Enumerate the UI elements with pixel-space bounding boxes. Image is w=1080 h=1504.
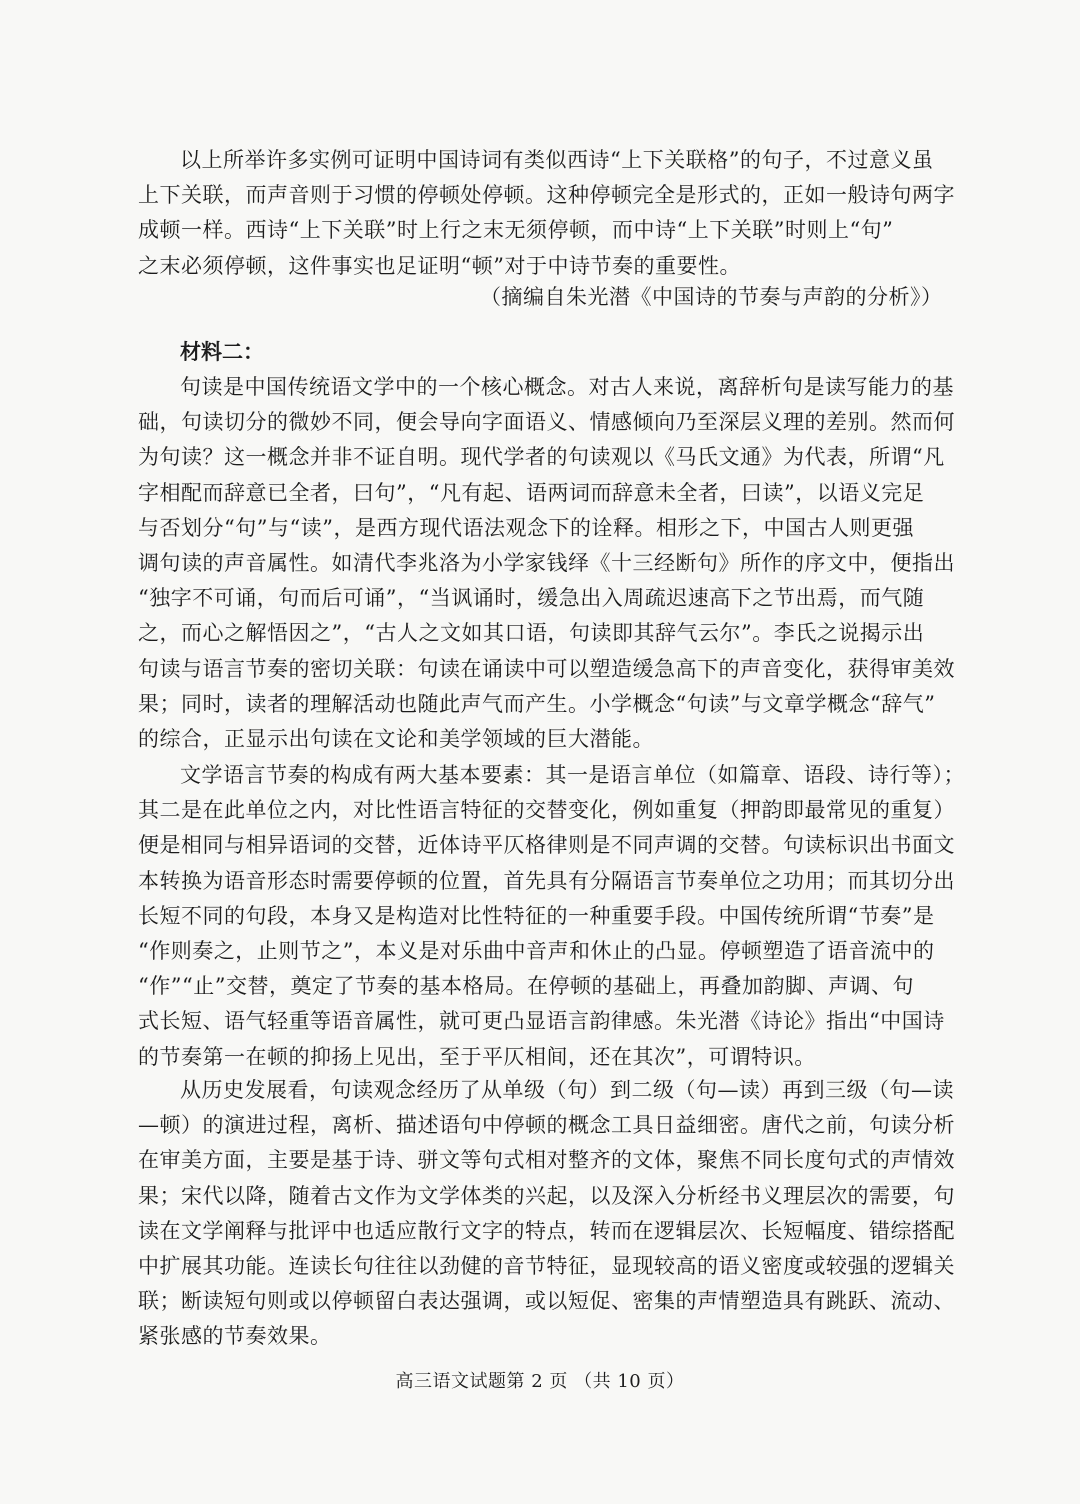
material-heading: 材料二：	[180, 339, 264, 364]
paragraph-3-line: 便是相同与相异语词的交替，近体诗平仄格律则是不同声调的交替。句读标识出书面文	[138, 833, 955, 858]
paragraph-3-line: 其二是在此单位之内，对比性语言特征的交替变化，例如重复（押韵即最常见的重复）	[138, 798, 955, 823]
paragraph-2-line: “独字不可诵，句而后可诵”，“当讽诵时，缓急出入周疏迟速高下之节出焉，而气随	[138, 586, 925, 611]
paragraph-1-line: 成顿一样。西诗“上下关联”时上行之末无须停顿，而中诗“上下关联”时则上“句”	[138, 218, 894, 243]
paragraph-4-line: 紧张感的节奏效果。	[138, 1324, 332, 1349]
paragraph-2-line: 调句读的声音属性。如清代李兆洛为小学家钱绎《十三经断句》所作的序文中，便指出	[138, 550, 955, 575]
paragraph-1-line: 之末必须停顿，这件事实也足证明“顿”对于中诗节奏的重要性。	[138, 253, 741, 278]
paragraph-2	[138, 370, 955, 757]
source-citation: （摘编自朱光潜《中国诗的节奏与声韵的分析》）	[480, 285, 943, 309]
paragraph-1	[138, 143, 955, 284]
page-footer: 高三语文试题第 2 页 （共 10 页）	[395, 1371, 685, 1392]
paragraph-4-line: 读在文学阐释与批评中也适应散行文字的特点，转而在逻辑层次、长短幅度、错综搭配	[138, 1218, 955, 1243]
paragraph-4-line: 从历史发展看，句读观念经历了从单级（句）到二级（句—读）再到三级（句—读	[180, 1078, 954, 1102]
paragraph-1-line: 上下关联，而声音则于习惯的停顿处停顿。这种停顿完全是形式的，正如一般诗句两字	[138, 183, 955, 208]
paragraph-4-line: 联；断读短句则或以停顿留白表达强调，或以短促、密集的声情塑造具有跳跃、流动、	[138, 1289, 955, 1314]
paragraph-2-line: 句读是中国传统语文学中的一个核心概念。对古人来说，离辞析句是读写能力的基	[180, 375, 954, 399]
paragraph-2-line: 础，句读切分的微妙不同，便会导向字面语义、情感倾向乃至深层义理的差别。然而何	[138, 410, 955, 435]
paragraph-4-line: —顿）的演进过程，离析、描述语句中停顿的概念工具日益细密。唐代之前，句读分析	[138, 1113, 955, 1138]
paragraph-2-line: 为句读？这一概念并非不证自明。现代学者的句读观以《马氏文通》为代表，所谓“凡	[138, 445, 945, 470]
paragraph-3-line: 本转换为语音形态时需要停顿的位置，首先具有分隔语言节奏单位之功用；而其切分出	[138, 868, 955, 893]
paragraph-3-line: “作”“止”交替，奠定了节奏的基本格局。在停顿的基础上，再叠加韵脚、声调、句	[138, 974, 914, 999]
paragraph-4-line: 果；宋代以降，随着古文作为文学体类的兴起，以及深入分析经书义理层次的需要，句	[138, 1183, 955, 1208]
paragraph-2-line: 之，而心之解悟因之”，“古人之文如其口语，句读即其辞气云尔”。李氏之说揭示出	[138, 621, 925, 646]
paragraph-3-line: 式长短、语气轻重等语音属性，就可更凸显语言韵律感。朱光潜《诗论》指出“中国诗	[138, 1009, 945, 1034]
paragraph-3-line: 长短不同的句段，本身又是构造对比性特征的一种重要手段。中国传统所谓“节奏”是	[138, 903, 935, 928]
paragraph-2-line: 字相配而辞意已全者，曰句”，“凡有起、语两词而辞意未全者，曰读”，以语义完足	[138, 480, 925, 505]
paragraph-2-line: 的综合，正显示出句读在文论和美学领域的巨大潜能。	[138, 726, 654, 751]
paragraph-3-line: “作则奏之，止则节之”，本义是对乐曲中音声和休止的凸显。停顿塑造了语音流中的	[138, 938, 935, 963]
paragraph-4-line: 在审美方面，主要是基于诗、骈文等句式相对整齐的文体，聚焦不同长度句式的声情效	[138, 1148, 955, 1173]
paragraph-3-line: 文学语言节奏的构成有两大基本要素：其一是语言单位（如篇章、语段、诗行等）；	[180, 763, 965, 787]
paragraph-3	[138, 758, 965, 1075]
paragraph-4	[138, 1073, 955, 1355]
paragraph-2-line: 果；同时，读者的理解活动也随此声气而产生。小学概念“句读”与文章学概念“辞气”	[138, 691, 936, 716]
paragraph-1-line: 以上所举许多实例可证明中国诗词有类似西诗“上下关联格”的句子，不过意义虽	[180, 148, 934, 172]
paragraph-2-line: 与否划分“句”与“读”，是西方现代语法观念下的诠释。相形之下，中国古人则更强	[138, 515, 914, 540]
paragraph-3-line: 的节奏第一在顿的抑扬上见出，至于平仄相间，还在其次”，可谓特识。	[138, 1044, 816, 1069]
paragraph-2-line: 句读与语言节奏的密切关联：句读在诵读中可以塑造缓急高下的声音变化，获得审美效	[138, 656, 955, 681]
paragraph-4-line: 中扩展其功能。连读长句往往以劲健的音节特征，显现较高的语义密度或较强的逻辑关	[138, 1253, 955, 1278]
